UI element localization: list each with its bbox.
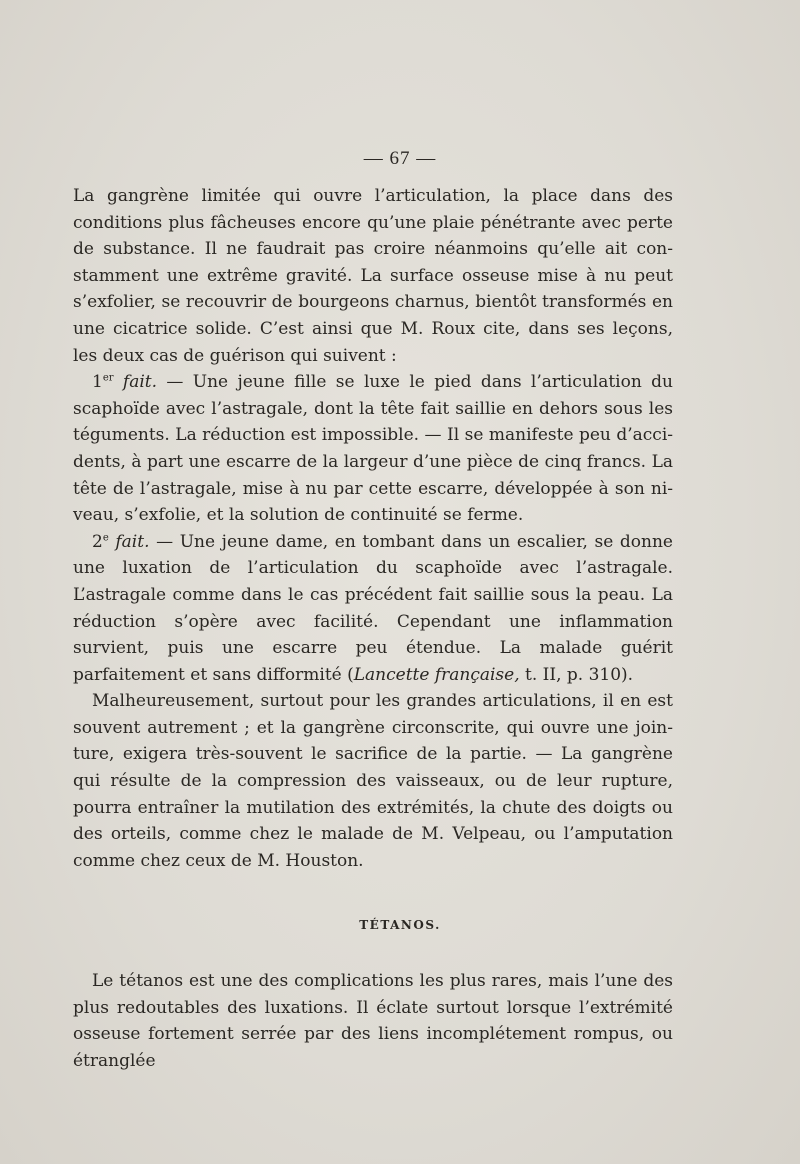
paragraph-complications: Malheureusement, surtout pour les grandes articulations, il en est souvent autrement ; et la gangrène circonscrite, qui ouvre une join-ture, exigera très-souvent le sacrifice de la partie. — La gangrène qui résulte de la compression des vaisseaux, ou de leur rupture, pourra entraîner la mutilation des extrémités, la chute des doigts ou des orteils, comme chez le malade de M. Velpeau, ou l’amputation comme chez ceux de M. Houston. <box>73 691 673 871</box>
citation-end: t. II, p. 310). <box>519 664 634 685</box>
paragraph-first-case <box>73 369 673 529</box>
case-label: fait. <box>122 372 158 393</box>
paragraph-intro: La gangrène limitée qui ouvre l’articulation, la place dans des conditions plus fâcheuses encore qu’une plaie pénétrante avec perte de substance. Il ne faudrait pas croire néanmoins qu’elle ait con-stamment une extrême gravité. La surface osseuse mise à nu peut s’exfolier, se recouvrir de bourgeons charnus, bientôt transformés en une cicatrice solide. C’est ainsi que M. Roux cite, dans ses leçons, les deux cas de guérison qui suivent : <box>73 186 673 366</box>
paragraph-second-case <box>73 529 673 689</box>
section-text-block <box>73 968 673 1074</box>
citation-title: Lancette française, <box>353 664 520 685</box>
page-number: — 67 — <box>363 148 437 169</box>
section-heading: TÉTANOS. <box>359 918 441 932</box>
main-text-block <box>73 183 673 874</box>
paragraph-tetanos: Le tétanos est une des complications les plus rares, mais l’une des plus redoutables des luxations. Il éclate surtout lorsque l’extrémité osseuse fortement serrée par des liens incomplétement rompus, ou étranglée <box>73 971 673 1071</box>
case-number: 2e <box>92 531 109 552</box>
case-number: 1er <box>92 372 114 393</box>
case-label: fait. <box>115 531 150 552</box>
case-text: — Une jeune fille se luxe le pied dans l’articulation du scaphoïde avec l’astragale, dont la tête fait saillie en dehors sous les téguments. La réduction est impossible. — Il se manifeste peu d’acci-dents, à part une escarre de la largeur d’une pièce de cinq francs. La tête de l’astragale, mise à nu par cette escarre, développée à son ni-veau, s’exfolie, et la solution de continuité se ferme. <box>73 372 673 526</box>
case-text: — Une jeune dame, en tombant dans un escalier, se donne une luxation de l’articulation du scaphoïde avec l’astragale. L’astragale comme dans le cas précédent fait saillie sous la peau. La réduction s’opère avec facilité. Cependant une inflammation survient, puis une escarre peu étendue. La malade guérit parfaitement et sans difformité ( <box>73 531 673 685</box>
